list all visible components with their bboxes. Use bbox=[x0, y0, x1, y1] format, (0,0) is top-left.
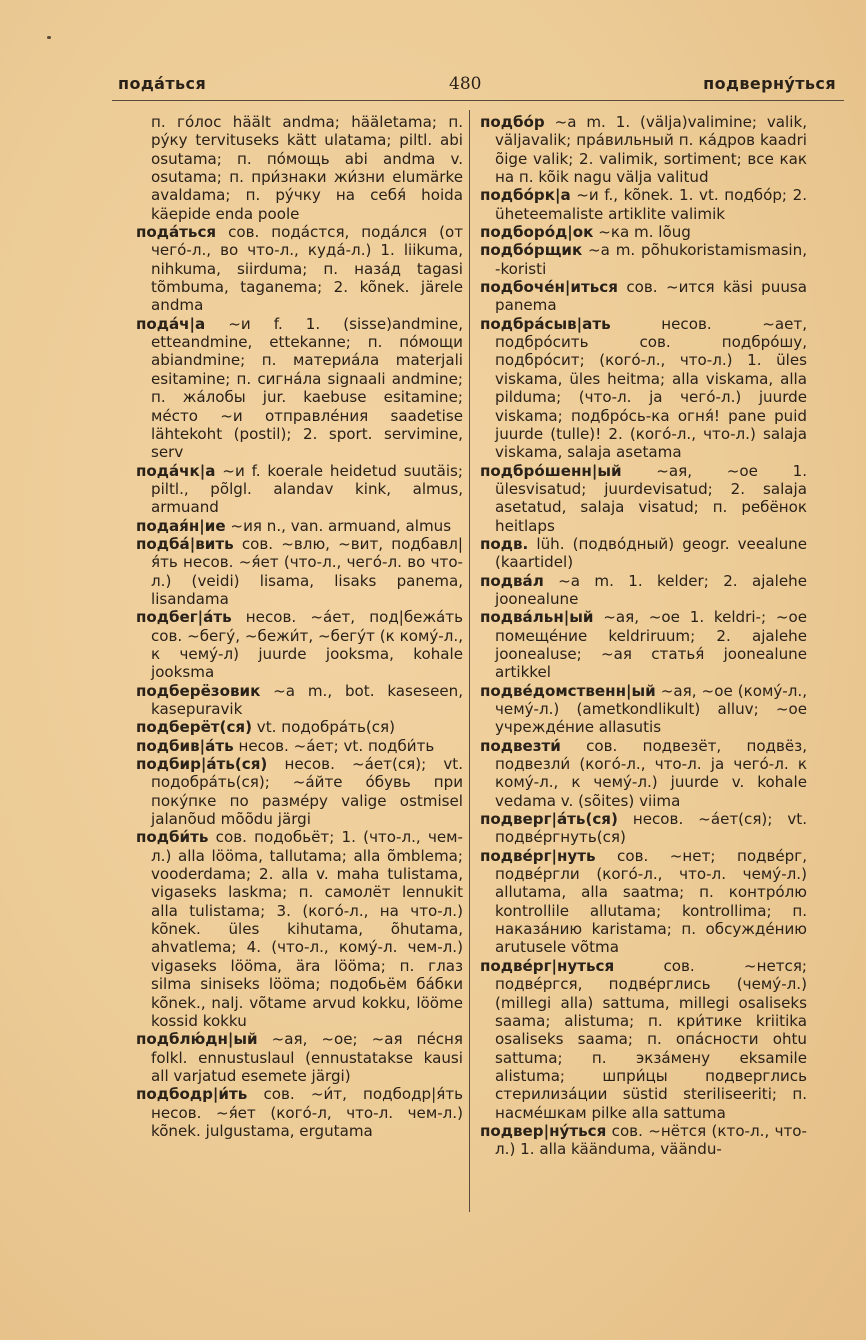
dictionary-entry bbox=[480, 315, 807, 462]
entry-definition: сов. пода́стся, пода́лся (от чего́-л., во что-л., куда́-л.) 1. liikuma, nihkuma, siirduma; п. наза́д tagasi tõmbuma, taganema; 2. kõnek. järele andma bbox=[151, 223, 463, 315]
entry-headword: подбра́сыв|ать bbox=[480, 314, 611, 333]
dictionary-entry bbox=[480, 957, 807, 1122]
dictionary-entry bbox=[136, 462, 463, 517]
entry-headword: подбо́рк|а bbox=[480, 186, 571, 205]
entry-headword: подбо́рщик bbox=[480, 241, 583, 260]
left-column bbox=[136, 113, 463, 1140]
dictionary-entry bbox=[480, 462, 807, 535]
entry-definition: ~ая, ~ое; ~ая пе́сня folkl. ennustuslaul (ennustatakse kausi all varjatud esemete järgi) bbox=[151, 1030, 463, 1085]
dictionary-entry bbox=[136, 223, 463, 315]
entry-definition: ~и f. 1. (sisse)andmine, etteandmine, ettekanne; п. по́мощи abiandmine; п. материа́ла materjali esitamine; п. сигна́ла signaali andmine; п. жа́лобы jur. kaebuse esitamine; ме́сто ~и отправле́ния saadetise lähtekoht (postil); 2. sport. servimine, serv bbox=[151, 314, 463, 462]
entry-definition: ~ая, ~ое 1. keldri-; ~ое помеще́ние keldriruum; 2. ajalehe joonealuse; ~ая статья́ joonealune artikkel bbox=[495, 608, 807, 682]
dictionary-entry bbox=[136, 737, 463, 755]
dictionary-entry bbox=[480, 572, 807, 609]
entry-headword: подбоче́н|иться bbox=[480, 278, 618, 297]
dictionary-entry bbox=[480, 608, 807, 681]
entry-headword: подвезти́ bbox=[480, 736, 561, 755]
entry-headword: подбро́шенн|ый bbox=[480, 461, 622, 480]
dictionary-entry bbox=[480, 810, 807, 847]
right-column bbox=[480, 113, 807, 1159]
entry-definition: сов. ~влю, ~вит, подбавл|я́ть несов. ~я́ет (что-л., чего́-л. во что-л.) (veidi) lisama, lisaks panema, lisandama bbox=[151, 534, 463, 608]
entry-headword: подборо́д|ок bbox=[480, 223, 594, 242]
dictionary-entry bbox=[480, 847, 807, 957]
entry-headword: пода́чк|а bbox=[136, 461, 216, 480]
entry-definition: ~ая, ~ое 1. ülesvisatud; juurdevisatud; 2. salaja asetatud, salaja visatud; п. ребёнок heitlaps bbox=[495, 461, 807, 535]
entry-definition: несов. ~а́ет; vt. подби́ть bbox=[233, 736, 435, 755]
column-divider bbox=[469, 110, 470, 1212]
dictionary-entry bbox=[136, 718, 463, 736]
entry-definition: ~а m. põhukoristamismasin, -koristi bbox=[495, 241, 807, 278]
entry-headword: подвер|ну́ться bbox=[480, 1121, 607, 1140]
entry-headword: подблю́дн|ый bbox=[136, 1030, 258, 1049]
entry-definition: lüh. (подво́дный) geogr. veealune (kaartidel) bbox=[495, 534, 807, 572]
dictionary-entry bbox=[136, 755, 463, 828]
page-number: 480 bbox=[449, 74, 482, 94]
entry-headword: подва́л bbox=[480, 571, 544, 590]
entry-headword: подбо́р bbox=[480, 113, 545, 131]
entry-definition: несов. ~а́ет(ся); vt. подобра́ть(ся); ~а́йте о́бувь при поку́пке по разме́ру valige ostmisel jalanõud mõõdu järgi bbox=[151, 755, 463, 829]
entry-definition: сов. ~и́т, подбодр|я́ть несов. ~я́ет (кого́-л, что-л. чем-л.) kõnek. julgustama, ergutama bbox=[151, 1085, 463, 1140]
entry-headword: подбир|а́ть(ся) bbox=[136, 755, 268, 774]
entry-headword: подбив|а́ть bbox=[136, 736, 234, 755]
entry-headword: подбег|а́ть bbox=[136, 608, 232, 627]
entry-headword: подве́рг|нуть bbox=[480, 846, 596, 865]
entry-headword: подверг|а́ть(ся) bbox=[480, 810, 618, 829]
entry-headword: подве́рг|нуться bbox=[480, 956, 615, 975]
entry-definition: vt. подобра́ть(ся) bbox=[252, 718, 396, 737]
dictionary-entry bbox=[136, 608, 463, 681]
entry-definition: ~а m. 1. (välja)valimine; valik, väljavalik; пра́вильный п. ка́дров kaadri õige valik; 2. valimik, sortiment; все как на п. kõik nagu välja valitud bbox=[495, 113, 807, 187]
entry-definition: п. го́лос häält andma; hääletama; п. ру́ку tervituseks kätt ulatama; piltl. abi osutama; п. по́мощь abi andma v. osutama; п. при́знаки жи́зни elumärke avaldama; п. ру́чку на себя́ hoida käepide enda poole bbox=[151, 113, 463, 223]
dictionary-entry bbox=[136, 517, 463, 535]
entry-definition: несов. ~ает, подбро́сить сов. подбро́шу, подбро́сит; (кого́-л., что-л.) 1. üles viskama, üles heitma; alla viskama, alla pilduma; (что-л. ja чего́-л.) juurde viskama; подбро́сь-ка огня́! pane puid juurde (tulle)! 2. (кого́-л., что-л.) salaja viskama, salaja asetama bbox=[495, 314, 807, 462]
dictionary-entry bbox=[136, 682, 463, 719]
dictionary-entry bbox=[480, 535, 807, 572]
entry-definition: ~ка m. lõug bbox=[593, 223, 691, 242]
dictionary-entry bbox=[480, 186, 807, 223]
header-left-guideword: пода́ться bbox=[118, 74, 207, 93]
dictionary-entry bbox=[480, 113, 807, 186]
entry-definition: несов. ~а́ет, под|бежа́ть сов. ~бегу́, ~бежи́т, ~бегу́т (к кому́-л., к чему́-л) juurde jooksma, kohale jooksma bbox=[151, 608, 463, 682]
dictionary-entry bbox=[136, 828, 463, 1030]
dictionary-entry bbox=[136, 535, 463, 608]
entry-definition: сов. ~ится käsi puusa panema bbox=[495, 278, 807, 315]
dictionary-entry bbox=[480, 682, 807, 737]
entry-headword: подв. bbox=[480, 534, 529, 553]
entry-headword: подба́|вить bbox=[136, 534, 234, 553]
dictionary-entry bbox=[480, 737, 807, 810]
entry-definition: ~а m. 1. kelder; 2. ajalehe joonealune bbox=[495, 571, 807, 608]
entry-definition: сов. подвезёт, подвёз, подвезли́ (кого́-л., что-л. ja чего́-л. к кому́-л., к чему́-л.) juurde v. kohale vedama v. (sõites) viima bbox=[495, 736, 807, 810]
entry-definition: ~ая, ~ое (кому́-л., чему́-л.) (ametkondlikult) alluv; ~ое учрежде́ние allasutis bbox=[495, 681, 807, 737]
header-rule bbox=[112, 100, 844, 101]
entry-headword: подберёзовик bbox=[136, 681, 261, 700]
dictionary-entry bbox=[136, 1030, 463, 1085]
entry-definition: сов. ~нет; подве́рг, подве́ргли (кого́-л., что-л. чему́-л.) allutama, alla saatma; п. контро́лю kontrollile allutama; kontrollima; п. наказа́нию karistama; п. обсужде́нию arutusele võtma bbox=[495, 846, 807, 957]
dictionary-entry bbox=[480, 241, 807, 278]
entry-headword: подби́ть bbox=[136, 828, 209, 847]
dictionary-entry bbox=[136, 315, 463, 462]
dictionary-entry bbox=[136, 1085, 463, 1140]
dictionary-entry bbox=[480, 223, 807, 241]
entry-definition: ~а m., bot. kaseseen, kasepuravik bbox=[151, 681, 463, 718]
entry-definition: сов. ~нётся (кто-л., что-л.) 1. alla käänduma, väändu- bbox=[495, 1121, 807, 1159]
dictionary-entry bbox=[136, 113, 463, 223]
entry-headword: подва́льн|ый bbox=[480, 608, 594, 627]
dictionary-entry bbox=[480, 278, 807, 315]
entry-headword: подая́н|ие bbox=[136, 516, 226, 535]
entry-definition: сов. ~нется; подве́ргся, подве́рглись (чему́-л.) (millegi alla) sattuma, millegi osaliseks saama; alistuma; п. кри́тике kriitika osaliseks saama; п. опа́сности ohtu sattuma; п. экза́мену eksamile alistuma; шпри́цы подверглись стерилиза́ции süstid steriliseeriti; п. насме́шкам pilke alla sattuma bbox=[495, 956, 807, 1122]
ink-speck bbox=[47, 36, 51, 39]
entry-definition: ~и f. koerale heidetud suutäis; piltl., põlgl. alandav kink, almus, armuand bbox=[151, 461, 463, 517]
entry-definition: несов. ~а́ет(ся); vt. подве́ргнуть(ся) bbox=[495, 810, 807, 847]
entry-headword: пода́ч|а bbox=[136, 314, 206, 333]
entry-definition: сов. подобьёт; 1. (что-л., чем-л.) alla lööma, tallutama; alla õmblema; vooderdama; 2. alla v. maha tulistama, vigaseks laskma; п. самолёт lennukit alla tulistama; 3. (кого́-л., на что-л.) kõnek. üles kihutama, õhutama, ahvatlema; 4. (что-л., кому́-л. чем-л.) vigaseks lööma, ära lööma; п. глаз silma siniseks lööma; подобьём ба́бки kõnek., nalj. võtame arvud kokku, lööme kossid kokku bbox=[151, 828, 463, 1030]
entry-headword: подве́домственн|ый bbox=[480, 681, 656, 700]
entry-definition: ~и f., kõnek. 1. vt. подбо́р; 2. üheteemaliste artiklite valimik bbox=[495, 186, 807, 223]
header-right-guideword: подверну́ться bbox=[703, 74, 836, 93]
entry-headword: подберёт(ся) bbox=[136, 718, 252, 737]
dictionary-entry bbox=[480, 1122, 807, 1159]
entry-definition: ~ия n., van. armuand, almus bbox=[225, 516, 452, 535]
entry-headword: подбодр|и́ть bbox=[136, 1085, 248, 1104]
entry-headword: пода́ться bbox=[136, 223, 217, 242]
